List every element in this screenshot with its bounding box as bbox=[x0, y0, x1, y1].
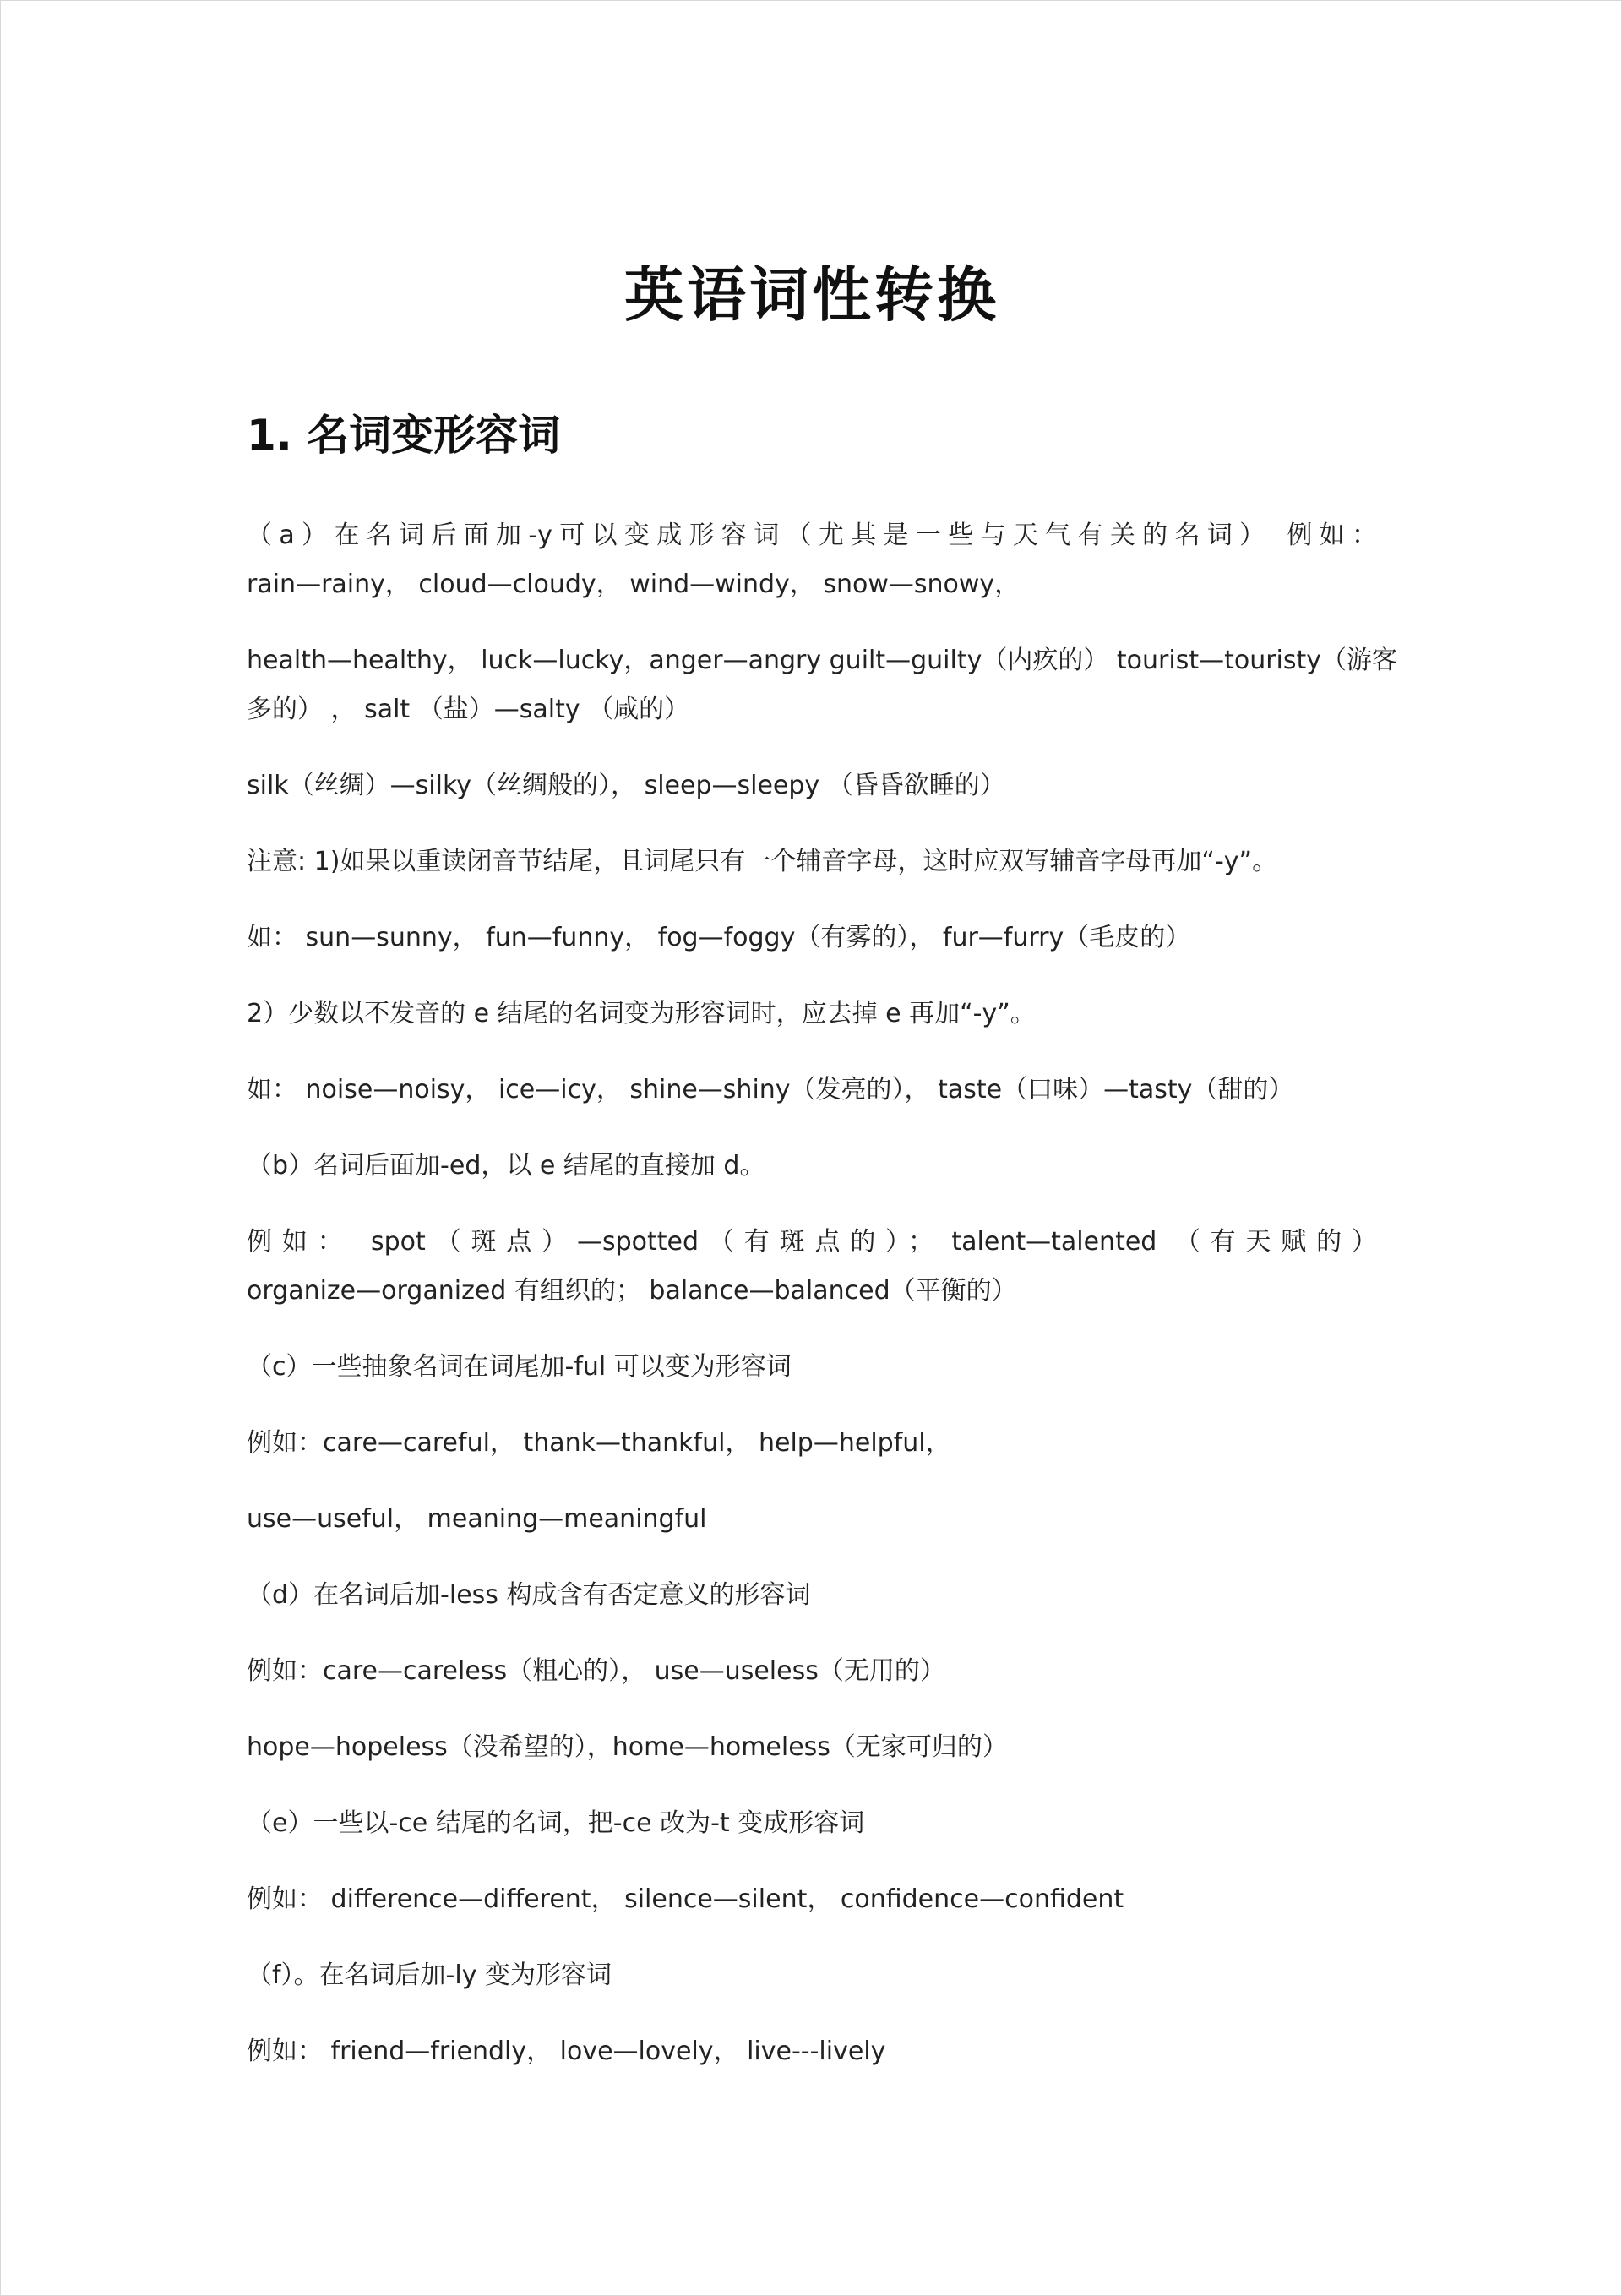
section-heading: 1. 名词变形容词 bbox=[247, 411, 561, 460]
paragraph-line: 例如：care—careless（粗心的）， use—useless（无用的） bbox=[247, 1656, 945, 1686]
paragraph-line: 多的） ， salt （盐）—salty （咸的） bbox=[247, 695, 690, 724]
paragraph-line: hope—hopeless（没希望的），home—homeless（无家可归的） bbox=[247, 1732, 1008, 1762]
paragraph-line: （e）一些以-ce 结尾的名词，把-ce 改为-t 变成形容词 bbox=[247, 1808, 865, 1838]
paragraph-line: use—useful， meaning—meaningful bbox=[247, 1504, 707, 1534]
paragraph-line: （f）。在名词后加-ly 变为形容词 bbox=[247, 1961, 612, 1990]
paragraph-line: health—healthy， luck—lucky，anger—angry guilt—guilty（内疚的） tourist—touristy（游客 bbox=[247, 646, 1398, 675]
paragraph-line: （b）名词后面加-ed，以 e 结尾的直接加 d。 bbox=[247, 1151, 765, 1181]
paragraph-line: （d）在名词后加-less 构成含有否定意义的形容词 bbox=[247, 1580, 811, 1610]
paragraph-line: （a）在名词后面加-y可以变成形容词（尤其是一些与天气有关的名词） 例如： bbox=[247, 521, 1377, 550]
paragraph-line: 例如： spot（斑点）—spotted（有斑点的）； talent—talented （有天赋的） bbox=[247, 1227, 1377, 1257]
paragraph-line: 如： sun—sunny， fun—funny， fog—foggy（有雾的）， fur—furry（毛皮的） bbox=[247, 923, 1191, 952]
paragraph-line: 例如： friend—friendly， love—lovely， live---lively bbox=[247, 2037, 886, 2066]
paragraph-line: 例如：care—careful， thank—thankful， help—helpful， bbox=[247, 1428, 951, 1458]
paragraph-line: 2）少数以不发音的 e 结尾的名词变为形容词时，应去掉 e 再加“-y”。 bbox=[247, 999, 1036, 1028]
paragraph-line: rain—rainy， cloud—cloudy， wind—windy， snow—snowy， bbox=[247, 570, 1021, 599]
paragraph-line: 如： noise—noisy， ice—icy， shine—shiny（发亮的）， taste（口味）—tasty（甜的） bbox=[247, 1075, 1294, 1104]
paragraph-line: organize—organized 有组织的； balance—balanced（平衡的） bbox=[247, 1276, 1017, 1306]
paragraph-line: 例如： difference—different， silence—silent， confidence—confident bbox=[247, 1884, 1124, 1914]
paragraph-line: （c）一些抽象名词在词尾加-ful 可以变为形容词 bbox=[247, 1352, 792, 1382]
paragraph-line: 注意: 1)如果以重读闭音节结尾，且词尾只有一个辅音字母，这时应双写辅音字母再加“-y”。 bbox=[247, 847, 1278, 876]
paragraph-line: silk（丝绸）—silky（丝绸般的）， sleep—sleepy （昏昏欲睡的） bbox=[247, 771, 1005, 800]
document-title: 英语词性转换 bbox=[624, 259, 999, 330]
